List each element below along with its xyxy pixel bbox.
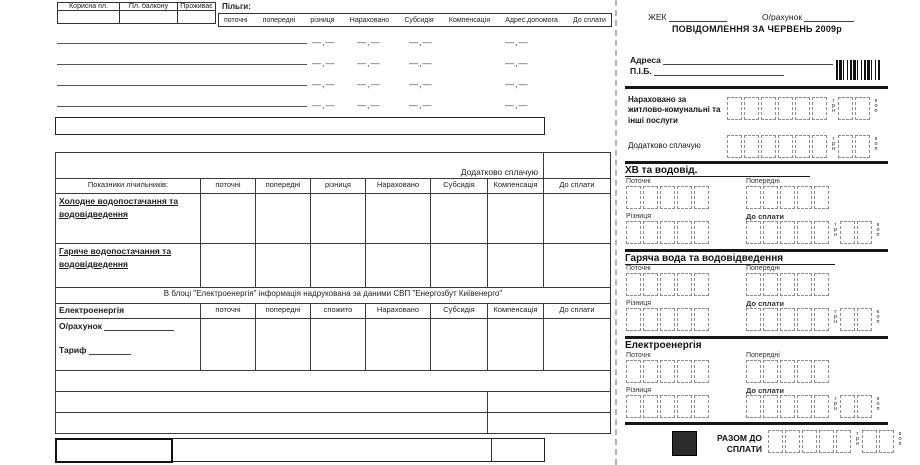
bottom-left-box[interactable]	[55, 438, 173, 463]
meters-header-difference: різниця	[311, 179, 366, 194]
section-hot-water-title: Гаряча вода та водовідведення	[625, 253, 835, 265]
digit-cell[interactable]	[761, 135, 776, 158]
digit-cell[interactable]	[660, 186, 675, 209]
benefits-col-to-pay: До сплати	[573, 16, 606, 24]
cold-water-cell[interactable]	[488, 194, 544, 244]
meters-header-title: Показники лічильників:	[56, 179, 201, 194]
kop-label: коп	[875, 309, 881, 324]
electro-account-blank[interactable]	[104, 321, 174, 331]
amount-blank[interactable]: —,—	[357, 100, 381, 110]
digit-cell[interactable]	[694, 360, 709, 383]
digit-cell[interactable]	[660, 360, 675, 383]
digit-cell[interactable]	[643, 395, 658, 418]
hw-current-cells	[626, 273, 711, 296]
digit-cell[interactable]	[694, 186, 709, 209]
cw-difference-cells	[626, 221, 711, 244]
kop-cells	[862, 430, 896, 453]
total-amount-boxes	[768, 430, 904, 453]
electro-tariff-label: Тариф	[59, 345, 87, 355]
uah-cells	[727, 135, 829, 158]
hw-topay-boxes	[746, 308, 882, 331]
amount-blank[interactable]: —,—	[312, 100, 336, 110]
digit-cell[interactable]	[763, 360, 778, 383]
hot-water-cell[interactable]	[544, 244, 611, 288]
electro-cell[interactable]	[366, 319, 431, 371]
kop-label: коп	[873, 98, 879, 113]
digit-cell[interactable]	[795, 97, 810, 120]
address-label: Адреса	[630, 55, 661, 65]
digit-cell[interactable]	[857, 308, 872, 331]
digit-cell[interactable]	[694, 221, 709, 244]
fill-line[interactable]	[57, 105, 307, 107]
hw-current-label: Поточні	[626, 265, 651, 272]
el-current-label: Поточні	[626, 352, 651, 359]
amount-blank[interactable]: —,—	[357, 37, 381, 47]
digit-cell[interactable]	[643, 186, 658, 209]
amount-blank[interactable]: —,—	[312, 37, 336, 47]
digit-cell[interactable]	[744, 97, 759, 120]
uah-cells	[746, 395, 831, 418]
digit-cell[interactable]	[780, 186, 795, 209]
hw-previous-label: Попередні	[746, 265, 780, 272]
cut-line	[615, 0, 617, 465]
bottom-bar-divider	[491, 439, 492, 461]
digit-cell[interactable]	[694, 308, 709, 331]
residents-header: Проживає	[178, 3, 216, 11]
electro-cell[interactable]	[488, 319, 544, 371]
barcode	[836, 60, 880, 80]
electro-cell[interactable]	[201, 319, 256, 371]
stub-additional-label: Додатково сплачую	[628, 141, 701, 150]
residents-cell[interactable]	[178, 11, 216, 24]
kop-cells	[838, 97, 872, 120]
name-label: П.І.Б.	[630, 66, 652, 76]
digit-cell[interactable]	[660, 221, 675, 244]
uah-label: грн	[832, 396, 839, 411]
cold-water-label: Холодне водопостачання та водовідведення	[56, 194, 201, 244]
hw-difference-cells	[626, 308, 711, 331]
hot-water-cell[interactable]	[366, 244, 431, 288]
digit-cell[interactable]	[626, 360, 641, 383]
digit-cell[interactable]	[763, 395, 778, 418]
electro-header-accrued: Нараховано	[366, 304, 431, 319]
kop-cells	[840, 395, 874, 418]
amount-blank[interactable]: —,—	[505, 79, 529, 89]
digit-cell[interactable]	[879, 430, 894, 453]
cold-water-cell[interactable]	[366, 194, 431, 244]
digit-cell[interactable]	[802, 430, 817, 453]
hot-water-cell[interactable]	[488, 244, 544, 288]
additional-amount-boxes	[727, 135, 880, 158]
cw-previous-cells	[746, 186, 831, 209]
digit-cell[interactable]	[840, 221, 855, 244]
digit-cell[interactable]	[746, 186, 761, 209]
amount-blank[interactable]: —,—	[312, 58, 336, 68]
digit-cell[interactable]	[746, 308, 761, 331]
zhek-row	[648, 12, 727, 22]
uah-cells	[727, 97, 829, 120]
el-previous-label: Попередні	[746, 352, 780, 359]
digit-cell[interactable]	[763, 186, 778, 209]
meters-header-subsidy: Субсидія	[431, 179, 488, 194]
uah-label: грн	[830, 98, 837, 113]
digit-cell[interactable]	[780, 360, 795, 383]
fill-line[interactable]	[57, 63, 307, 65]
digit-cell[interactable]	[626, 273, 641, 296]
uah-cells	[768, 430, 853, 453]
benefits-col-current: поточні	[224, 16, 248, 24]
digit-cell[interactable]	[744, 135, 759, 158]
meters-header-current: поточні	[201, 179, 256, 194]
benefits-col-subsidy: Субсидія	[404, 16, 434, 24]
el-topay-label: До сплати	[746, 386, 785, 395]
benefits-columns-row	[218, 13, 612, 27]
electro-account-block	[56, 319, 201, 371]
digit-cell[interactable]	[763, 221, 778, 244]
meters-header-to-pay: До сплати	[544, 179, 611, 194]
el-difference-cells	[626, 395, 711, 418]
benefits-col-addr-aid: Адрес.допомога	[505, 16, 558, 24]
additional-pay-cell[interactable]	[544, 153, 611, 179]
digit-cell[interactable]	[814, 308, 829, 331]
electro-header-to-pay: До сплати	[544, 304, 611, 319]
zhek-label: ЖЕК	[648, 12, 667, 22]
electro-header-compensation: Компенсація	[488, 304, 544, 319]
digit-cell[interactable]	[746, 273, 761, 296]
cold-water-cell[interactable]	[256, 194, 311, 244]
apartment-info-table	[57, 2, 216, 24]
hot-water-cell[interactable]	[256, 244, 311, 288]
zhek-blank[interactable]	[669, 12, 727, 22]
amount-blank[interactable]: —,—	[409, 58, 433, 68]
amount-blank[interactable]: —,—	[409, 37, 433, 47]
digit-cell[interactable]	[626, 221, 641, 244]
address-blank[interactable]	[663, 55, 833, 65]
digit-cell[interactable]	[746, 360, 761, 383]
hot-water-cell[interactable]	[201, 244, 256, 288]
uah-label: грн	[832, 309, 839, 324]
fill-row-1[interactable]	[57, 32, 537, 47]
digit-cell[interactable]	[795, 135, 810, 158]
amount-blank[interactable]: —,—	[312, 79, 336, 89]
kop-label: коп	[897, 431, 903, 446]
digit-cell[interactable]	[838, 135, 853, 158]
digit-cell[interactable]	[840, 308, 855, 331]
address-row	[630, 55, 833, 65]
electro-cell[interactable]	[431, 319, 488, 371]
rule-3	[625, 249, 888, 252]
digit-cell[interactable]	[797, 308, 812, 331]
digit-cell[interactable]	[814, 186, 829, 209]
electro-header-title: Електроенергія	[56, 304, 201, 319]
digit-cell[interactable]	[840, 395, 855, 418]
extra-row-cell[interactable]	[488, 413, 611, 434]
cold-water-cell[interactable]	[201, 194, 256, 244]
digit-cell[interactable]	[660, 395, 675, 418]
uah-cells	[746, 308, 831, 331]
digit-cell[interactable]	[660, 308, 675, 331]
digit-cell[interactable]	[812, 135, 827, 158]
total-label: РАЗОМ ДО СПЛАТИ	[717, 433, 762, 454]
rule-4	[625, 336, 888, 339]
el-topay-boxes	[746, 395, 882, 418]
digit-cell[interactable]	[677, 186, 692, 209]
extra-row-cell[interactable]	[56, 413, 488, 434]
electro-cell[interactable]	[311, 319, 366, 371]
electro-header-current: поточні	[201, 304, 256, 319]
digit-cell[interactable]	[626, 308, 641, 331]
amount-blank[interactable]: —,—	[505, 37, 529, 47]
digit-cell[interactable]	[814, 360, 829, 383]
digit-cell[interactable]	[626, 186, 641, 209]
digit-cell[interactable]	[694, 273, 709, 296]
useful-area-cell[interactable]	[58, 11, 120, 24]
fill-line[interactable]	[57, 84, 307, 86]
digit-cell[interactable]	[763, 308, 778, 331]
digit-cell[interactable]	[857, 395, 872, 418]
cw-difference-label: Різниця	[626, 213, 652, 220]
digit-cell[interactable]	[797, 395, 812, 418]
digit-cell[interactable]	[761, 97, 776, 120]
kop-label: коп	[875, 396, 881, 411]
digit-cell[interactable]	[694, 395, 709, 418]
amount-blank[interactable]: —,—	[505, 100, 529, 110]
section-electro-title: Електроенергія	[625, 340, 702, 351]
electro-header-consumed: спожито	[311, 304, 366, 319]
digit-cell[interactable]	[855, 135, 870, 158]
digit-cell[interactable]	[727, 135, 742, 158]
digit-cell[interactable]	[797, 186, 812, 209]
kop-label: коп	[875, 222, 881, 237]
digit-cell[interactable]	[626, 395, 641, 418]
digit-cell[interactable]	[778, 135, 793, 158]
digit-cell[interactable]	[836, 430, 851, 453]
digit-cell[interactable]	[677, 308, 692, 331]
digit-cell[interactable]	[814, 221, 829, 244]
digit-cell[interactable]	[677, 360, 692, 383]
digit-cell[interactable]	[677, 395, 692, 418]
balcony-area-header: Пл. балкону	[120, 3, 178, 11]
digit-cell[interactable]	[862, 430, 877, 453]
hw-difference-label: Різниця	[626, 300, 652, 307]
digit-cell[interactable]	[746, 221, 761, 244]
digit-cell[interactable]	[819, 430, 834, 453]
benefits-col-compensation: Компенсація	[448, 16, 490, 24]
useful-area-header: Корисна пл.	[58, 3, 120, 11]
kop-cells	[840, 221, 874, 244]
rule-2	[625, 161, 888, 164]
meters-header-accrued: Нараховано	[366, 179, 431, 194]
fill-row-2[interactable]	[57, 53, 537, 68]
el-previous-cells	[746, 360, 831, 383]
benefits-label: Пільги:	[222, 2, 251, 11]
extra-row-cell[interactable]	[488, 392, 611, 413]
digit-cell[interactable]	[857, 221, 872, 244]
accrued-amount-boxes	[727, 97, 880, 120]
electro-account-label: О/рахунок	[59, 321, 103, 331]
digit-cell[interactable]	[763, 273, 778, 296]
fill-line[interactable]	[57, 42, 307, 44]
extra-row-cell[interactable]	[56, 392, 488, 413]
digit-cell[interactable]	[797, 273, 812, 296]
hot-water-label: Гаряче водопостачання та водовідведення	[56, 244, 201, 288]
cw-topay-boxes	[746, 221, 882, 244]
black-square-mark	[672, 431, 697, 456]
digit-cell[interactable]	[746, 395, 761, 418]
kop-label: коп	[873, 136, 879, 151]
name-blank[interactable]	[654, 66, 784, 76]
fill-row-3[interactable]	[57, 74, 537, 89]
digit-cell[interactable]	[780, 221, 795, 244]
electro-cell[interactable]	[256, 319, 311, 371]
digit-cell[interactable]	[727, 97, 742, 120]
digit-cell[interactable]	[778, 97, 793, 120]
digit-cell[interactable]	[812, 97, 827, 120]
benefits-col-previous: попередні	[262, 16, 296, 24]
digit-cell[interactable]	[677, 273, 692, 296]
uah-cells	[746, 221, 831, 244]
digit-cell[interactable]	[780, 308, 795, 331]
digit-cell[interactable]	[780, 273, 795, 296]
kop-cells	[838, 135, 872, 158]
amount-blank[interactable]: —,—	[357, 58, 381, 68]
amount-blank[interactable]: —,—	[357, 79, 381, 89]
benefits-col-accrued: Нараховано	[349, 16, 390, 24]
cw-topay-label: До сплати	[746, 212, 785, 221]
uah-label: грн	[832, 222, 839, 237]
uah-label: грн	[830, 136, 837, 151]
electro-header-subsidy: Субсидія	[431, 304, 488, 319]
digit-cell[interactable]	[838, 97, 853, 120]
name-row	[630, 66, 784, 76]
extra-row-cell[interactable]	[56, 371, 611, 392]
el-difference-label: Різниця	[626, 387, 652, 394]
rule-5	[625, 422, 888, 425]
fill-row-4[interactable]	[57, 95, 537, 110]
cold-water-cell[interactable]	[431, 194, 488, 244]
digit-cell[interactable]	[677, 221, 692, 244]
amount-blank[interactable]: —,—	[505, 58, 529, 68]
cold-water-cell[interactable]	[544, 194, 611, 244]
amount-blank[interactable]: —,—	[409, 100, 433, 110]
digit-cell[interactable]	[643, 308, 658, 331]
electro-header-previous: попередні	[256, 304, 311, 319]
electro-tariff-blank[interactable]	[89, 345, 131, 355]
digit-cell[interactable]	[768, 430, 783, 453]
hw-topay-label: До сплати	[746, 299, 785, 308]
digit-cell[interactable]	[785, 430, 800, 453]
digit-cell[interactable]	[814, 273, 829, 296]
el-current-cells	[626, 360, 711, 383]
account-row	[762, 12, 854, 22]
meters-header-compensation: Компенсація	[488, 179, 544, 194]
stub-title: ПОВІДОМЛЕННЯ ЗА ЧЕРВЕНЬ 2009р	[672, 24, 842, 34]
meters-header-previous: попередні	[256, 179, 311, 194]
accrued-label: Нараховано за житлово-комунальні та інші послуги	[628, 95, 721, 125]
balcony-area-cell[interactable]	[120, 11, 178, 24]
cw-current-cells	[626, 186, 711, 209]
hot-water-cell[interactable]	[431, 244, 488, 288]
digit-cell[interactable]	[797, 360, 812, 383]
section-cold-water-title: ХВ та водовід.	[625, 165, 810, 177]
uah-label: грн	[854, 431, 861, 446]
kop-cells	[840, 308, 874, 331]
digit-cell[interactable]	[643, 221, 658, 244]
rule-1	[625, 86, 888, 89]
additional-pay-label: Додатково сплачую	[56, 153, 544, 179]
hot-water-cell[interactable]	[311, 244, 366, 288]
benefits-col-difference: різниця	[310, 16, 335, 24]
cold-water-cell[interactable]	[311, 194, 366, 244]
digit-cell[interactable]	[855, 97, 870, 120]
digit-cell[interactable]	[643, 360, 658, 383]
digit-cell[interactable]	[797, 221, 812, 244]
stub-account-blank[interactable]	[804, 12, 854, 22]
electro-cell[interactable]	[544, 319, 611, 371]
cw-current-label: Поточні	[626, 178, 651, 185]
wide-entry-box[interactable]	[55, 117, 545, 135]
stub-account-label: О/рахунок	[762, 12, 803, 22]
digit-cell[interactable]	[643, 273, 658, 296]
digit-cell[interactable]	[814, 395, 829, 418]
electro-note: В блоці "Електроенергія" інформація надрукована за даними СВП "Енергозбут Київенерго"	[56, 288, 611, 304]
amount-blank[interactable]: —,—	[409, 79, 433, 89]
digit-cell[interactable]	[660, 273, 675, 296]
digit-cell[interactable]	[780, 395, 795, 418]
charges-table	[55, 152, 611, 434]
hw-previous-cells	[746, 273, 831, 296]
cw-previous-label: Попередні	[746, 178, 780, 185]
bottom-entry-bar[interactable]	[55, 438, 545, 462]
